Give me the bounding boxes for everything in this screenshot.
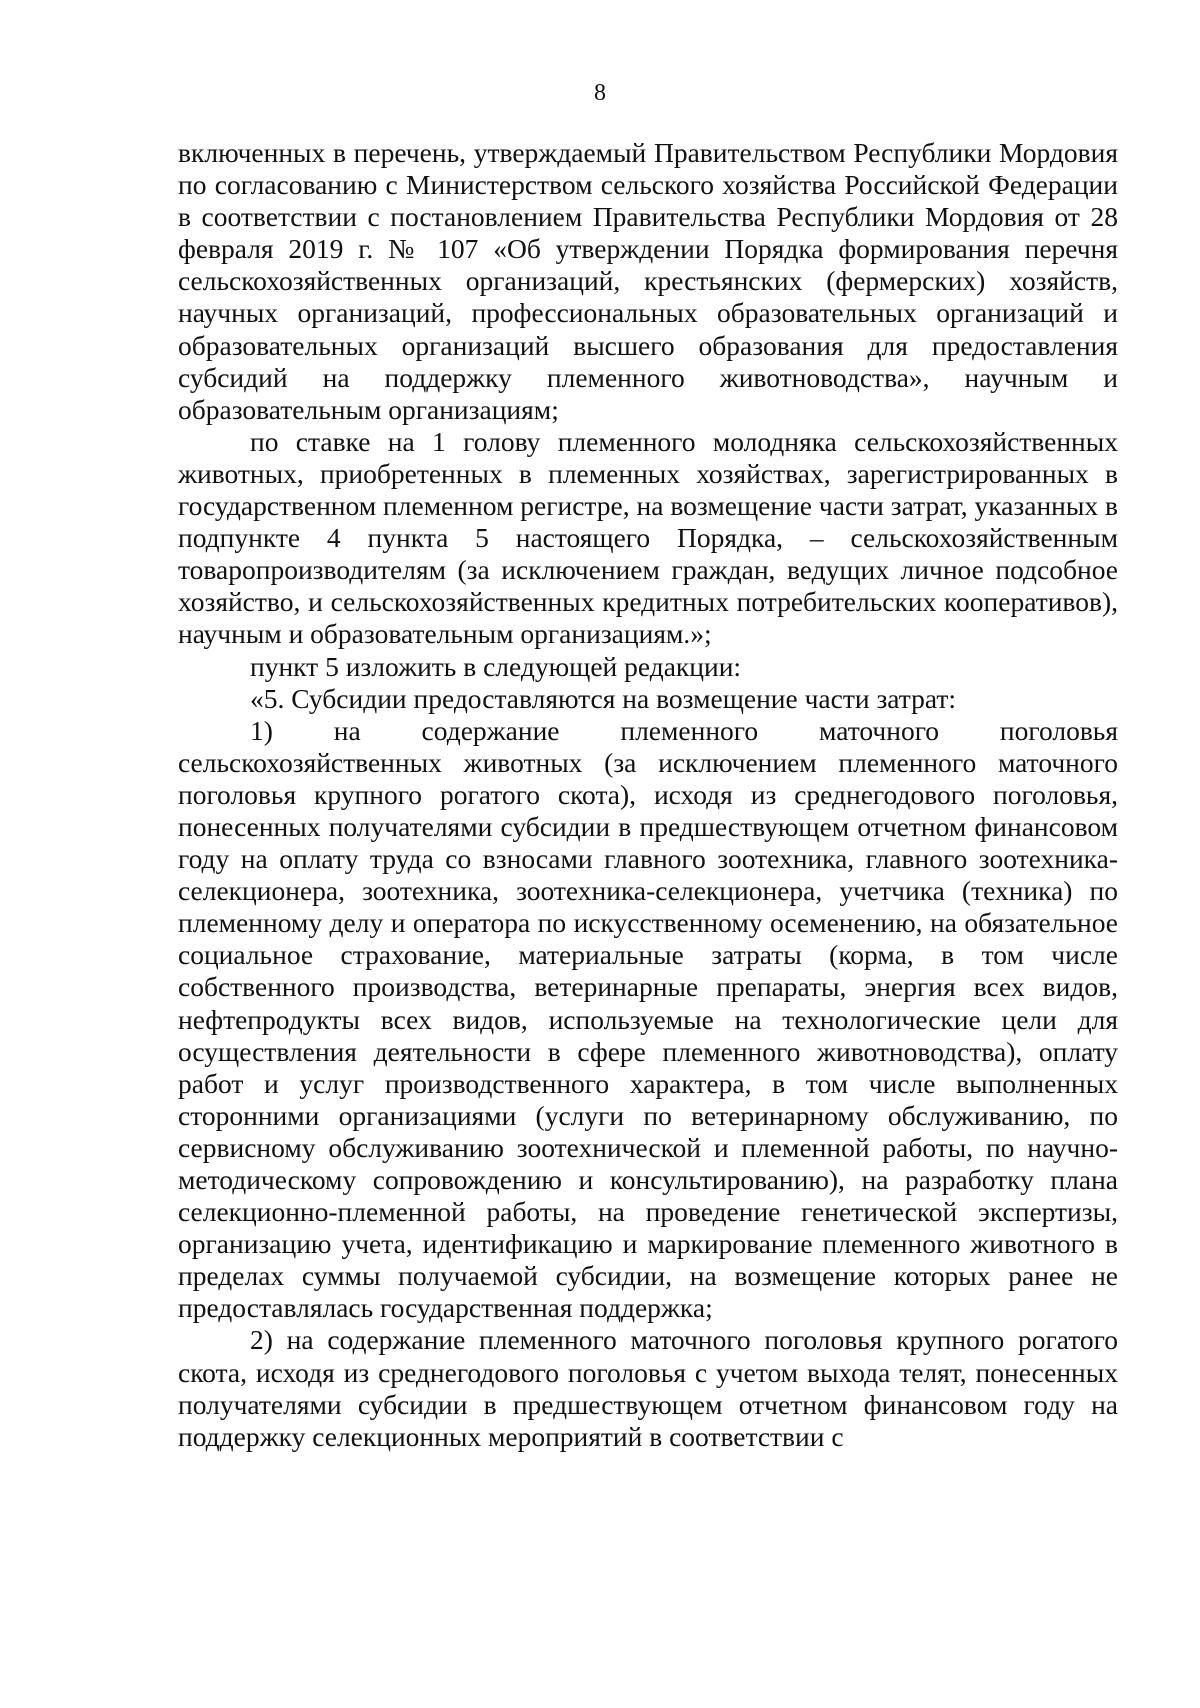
paragraph-amendment-intro: пункт 5 изложить в следующей редакции: — [250, 650, 742, 682]
paragraph-rate-per-head: по ставке на 1 голову племенного молодняка сельскохозяйственных животных, приобретенных в племенных хозяйствах, зарегистрированных в государственном племенном регистре, на возмещение части затрат, указанных в подпункте 4 пункта 5 настоящего Порядка, – сельскохозяйственным товаропроизводителям (за исключением граждан, ведущих личное подсобное хозяйство, и сельскохозяйственных кредитных потребительских кооперативов), научным и образовательным организациям.»; — [178, 425, 1118, 650]
paragraph-subitem-1: 1) на содержание племенного маточного поголовья сельскохозяйственных животных (за исключением племенного маточного поголовья крупного рогатого скота), исходя из среднегодового поголовья, понесенных получателями субсидии в предшествующем отчетном финансовом году на оплату труда со взносами главного зоотехника, главного зоотехника-селекционера, зоотехника, зоотехника-селекционера, учетчика (техника) по племенному делу и оператора по искусственному осеменению, на обязательное социальное страхование, материальные затраты (корма, в том числе собственного производства, ветеринарные препараты, энергия всех видов, нефтепродукты всех видов, используемые на технологические цели для осуществления деятельности в сфере племенного животноводства), оплату работ и услуг производственного характера, в том числе выполненных сторонними организациями (услуги по ветеринарному обслуживанию, по сервисному обслуживанию зоотехнической и племенной работы, по научно-методическому сопровождению и консультированию), на разработку плана селекционно-племенной работы, на проведение генетической экспертизы, организацию учета, идентификацию и маркирование племенного животного в пределах суммы получаемой субсидии, на возмещение которых ранее не предоставлялась государственная поддержка; — [178, 714, 1118, 1324]
document-body — [178, 137, 1118, 1453]
paragraph-continuation: включенных в перечень, утверждаемый Правительством Республики Мордовия по согласованию с Министерством сельского хозяйства Российской Федерации в соответствии с постановлением Правительства Республики Мордовия от 28 февраля 2019 г. № 107 «Об утверждении Порядка формирования перечня сельскохозяйственных организаций, крестьянских (фермерских) хозяйств, научных организаций, профессиональных образовательных организаций и образовательных организаций высшего образования для предоставления субсидий на поддержку племенного животноводства», научным и образовательным организациям; — [178, 137, 1118, 425]
paragraph-subitem-2: 2) на содержание племенного маточного поголовья крупного рогатого скота, исходя из среднегодового поголовья с учетом выхода телят, понесенных получателями субсидии в предшествующем отчетном финансовом году на поддержку селекционных мероприятий в соответствии с — [178, 1324, 1118, 1452]
page-number: 8 — [594, 80, 606, 106]
paragraph-item-5-heading: «5. Субсидии предоставляются на возмещение части затрат: — [250, 682, 957, 714]
